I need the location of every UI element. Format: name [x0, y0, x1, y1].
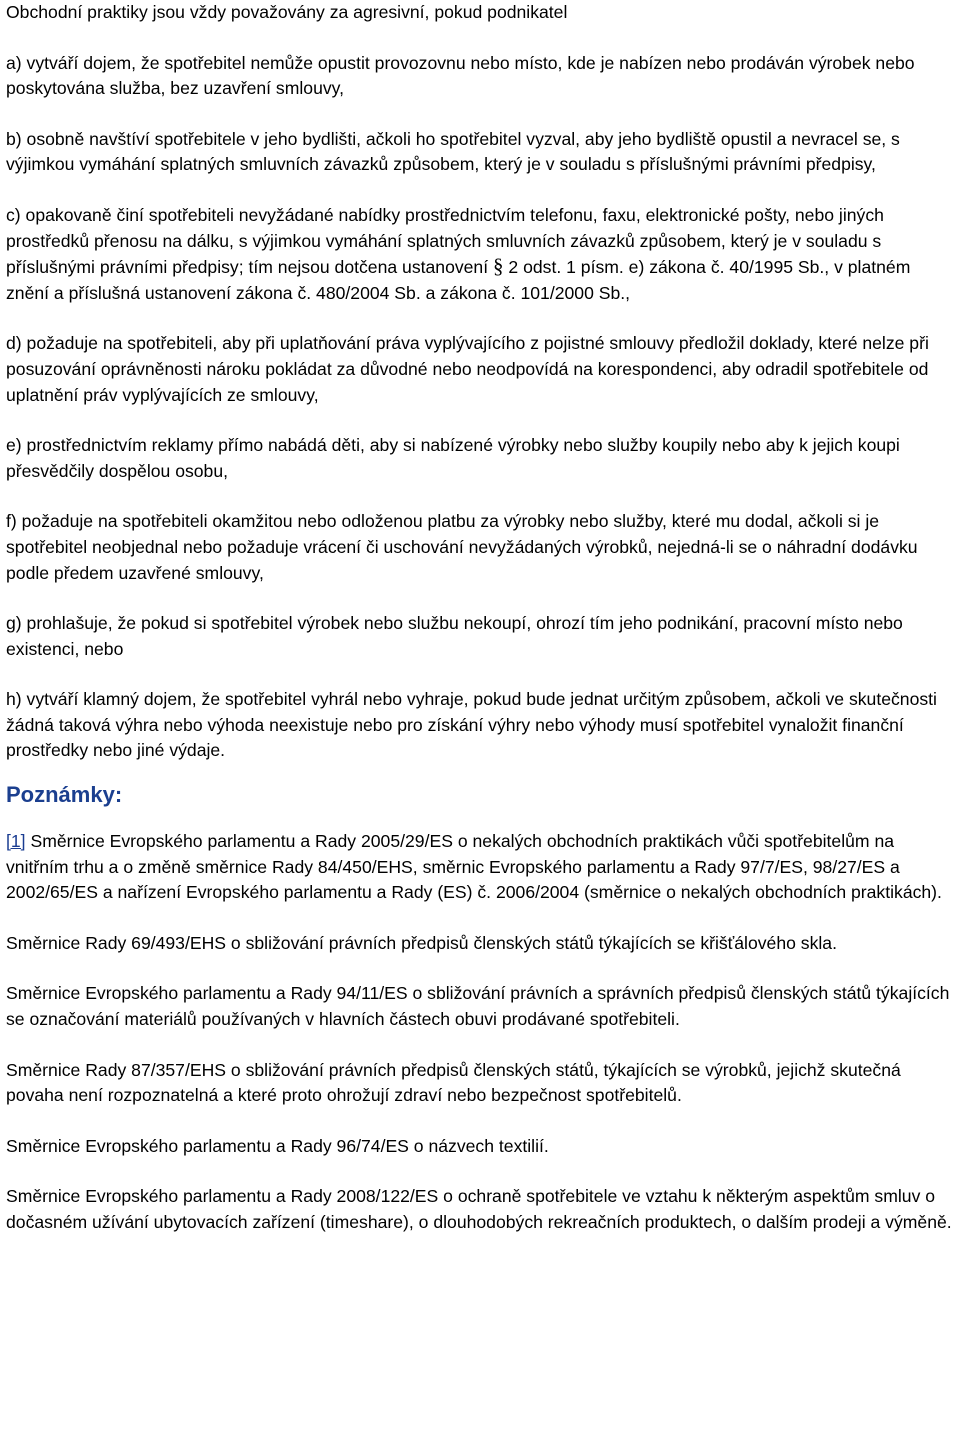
item-c-text: c) opakovaně činí spotřebiteli nevyžádané nabídky prostřednictvím telefonu, faxu, elektronické pošty, nebo jiných prostředků přenosu na dálku, s výjimkou vymáhání splatných smluvních závazků způsobem, který je v souladu s příslušnými právními předpisy; tím nejsou dotčena ustanovení	[6, 204, 884, 278]
note-item: Směrnice Evropského parlamentu a Rady 2008/122/ES o ochraně spotřebitele ve vztahu k některým aspektům smluv o dočasném užívání ubytovacích zařízení (timeshare), o dlouhodobých rekreačních produktech, o dalším prodeji a výměně.	[6, 1186, 952, 1232]
item-c-tail: 2 odst. 1 písm. e) zákona č. 40/1995 Sb., v platném znění a příslušná ustanovení zákona č. 480/2004 Sb. a zákona č. 101/2000 Sb.,	[6, 257, 911, 303]
item-a: a) vytváří dojem, že spotřebitel nemůže opustit provozovnu nebo místo, kde je nabízen nebo prodáván výrobek nebo poskytována služba, bez uzavření smlouvy,	[6, 52, 915, 99]
item-d: d) požaduje na spotřebiteli, aby při uplatňování práva vyplývajícího z pojistné smlouvy předložil doklady, které nelze při posuzování oprávněnosti nároku pokládat za důvodné nebo neodpovídá na korespondenci, aby odradil spotřebitele od uplatnění práv vyplývajících ze smlouvy,	[6, 333, 929, 405]
footnote-1	[6, 829, 953, 906]
note-item: Směrnice Evropského parlamentu a Rady 96/74/ES o názvech textilií.	[6, 1135, 549, 1156]
item-h: h) vytváří klamný dojem, že spotřebitel vyhrál nebo vyhraje, pokud bude jednat určitým způsobem, ačkoli ve skutečnosti žádná taková výhra nebo výhoda neexistuje nebo pro získání výhry nebo výhody musí spotřebitel vynaložit finanční prostředky nebo jiné výdaje.	[6, 689, 937, 761]
item-b: b) osobně navštíví spotřebitele v jeho bydlišti, ačkoli ho spotřebitel vyzval, aby jeho bydliště opustil a nevracel se, s výjimkou vymáhání splatných smluvních závazků způsobem, který je v souladu s příslušnými právními předpisy,	[6, 128, 900, 175]
item-c	[6, 203, 953, 306]
item-e: e) prostřednictvím reklamy přímo nabádá děti, aby si nabízené výrobky nebo služby koupily nebo aby k jejich koupi přesvědčily dospělou osobu,	[6, 435, 900, 481]
item-g: g) prohlašuje, že pokud si spotřebitel výrobek nebo službu nekoupí, ohrozí tím jeho podnikání, pracovní místo nebo existenci, nebo	[6, 613, 903, 659]
footnote-link[interactable]: [1]	[6, 831, 26, 852]
section-sign: §	[493, 254, 504, 279]
intro-paragraph: Obchodní praktiky jsou vždy považovány za agresivní, pokud podnikatel	[6, 2, 568, 22]
note-item: Směrnice Rady 87/357/EHS o sbližování právních předpisů členských států, týkajících se výrobků, jejichž skutečná povaha není rozpoznatelná a které proto ohrožují zdraví nebo bezpečnost spotřebitelů.	[6, 1059, 901, 1106]
notes-heading: Poznámky:	[6, 782, 123, 808]
note-item: Směrnice Rady 69/493/EHS o sbližování právních předpisů členských států týkajících se křišťálového skla.	[6, 932, 837, 953]
item-f: f) požaduje na spotřebiteli okamžitou nebo odloženou platbu za výrobky nebo služby, které mu dodal, ačkoli si je spotřebitel neobjednal nebo požaduje vrácení či uschování nevyžádaných výrobků, nejedná-li se o náhradní dodávku podle předem uzavřené smlouvy,	[6, 511, 918, 583]
footnote-1-text: Směrnice Evropského parlamentu a Rady 2005/29/ES o nekalých obchodních praktikách vůči spotřebitelům na vnitřním trhu a o změně směrnice Rady 84/450/EHS, směrnic Evropského parlamentu a Rady 97/7/ES, 98/27/ES a 2002/65/ES a nařízení Evropského parlamentu a Rady (ES) č. 2006/2004 (směrnice o nekalých obchodních praktikách).	[6, 831, 942, 903]
note-item: Směrnice Evropského parlamentu a Rady 94/11/ES o sbližování právních a správních předpisů členských států týkajících se označování materiálů používaných v hlavních částech obuvi prodávané spotřebiteli.	[6, 983, 950, 1030]
